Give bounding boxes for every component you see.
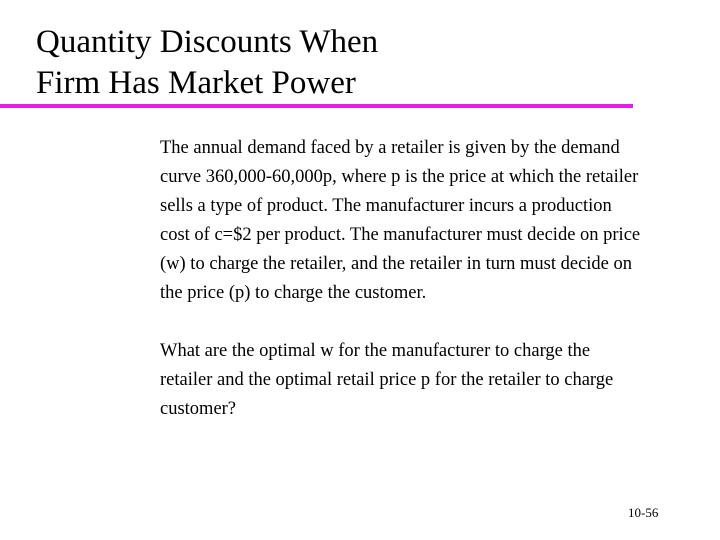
title-line-2: Firm Has Market Power bbox=[36, 65, 356, 101]
paragraph-line: curve 360,000-60,000p, where p is the price at which the retailer bbox=[160, 167, 639, 187]
paragraph-line: cost of c=$2 per product. The manufacturer must decide on price bbox=[160, 225, 641, 245]
question-paragraph bbox=[160, 337, 613, 424]
page-number: 10-56 bbox=[628, 505, 659, 520]
paragraph-line: What are the optimal w for the manufacturer to charge the bbox=[160, 341, 591, 361]
title-line-1: Quantity Discounts When bbox=[36, 24, 379, 60]
paragraph-line: sells a type of product. The manufacturer incurs a production bbox=[160, 196, 612, 216]
paragraph-line: the price (p) to charge the customer. bbox=[160, 283, 427, 303]
paragraph-line: retailer and the optimal retail price p for the retailer to charge bbox=[160, 370, 614, 390]
title-underline bbox=[0, 104, 633, 108]
problem-paragraph bbox=[160, 134, 640, 308]
paragraph-line: The annual demand faced by a retailer is given by the demand bbox=[160, 138, 620, 158]
paragraph-line: customer? bbox=[160, 399, 237, 419]
paragraph-line: (w) to charge the retailer, and the retailer in turn must decide on bbox=[160, 254, 633, 274]
slide-title bbox=[36, 22, 378, 104]
